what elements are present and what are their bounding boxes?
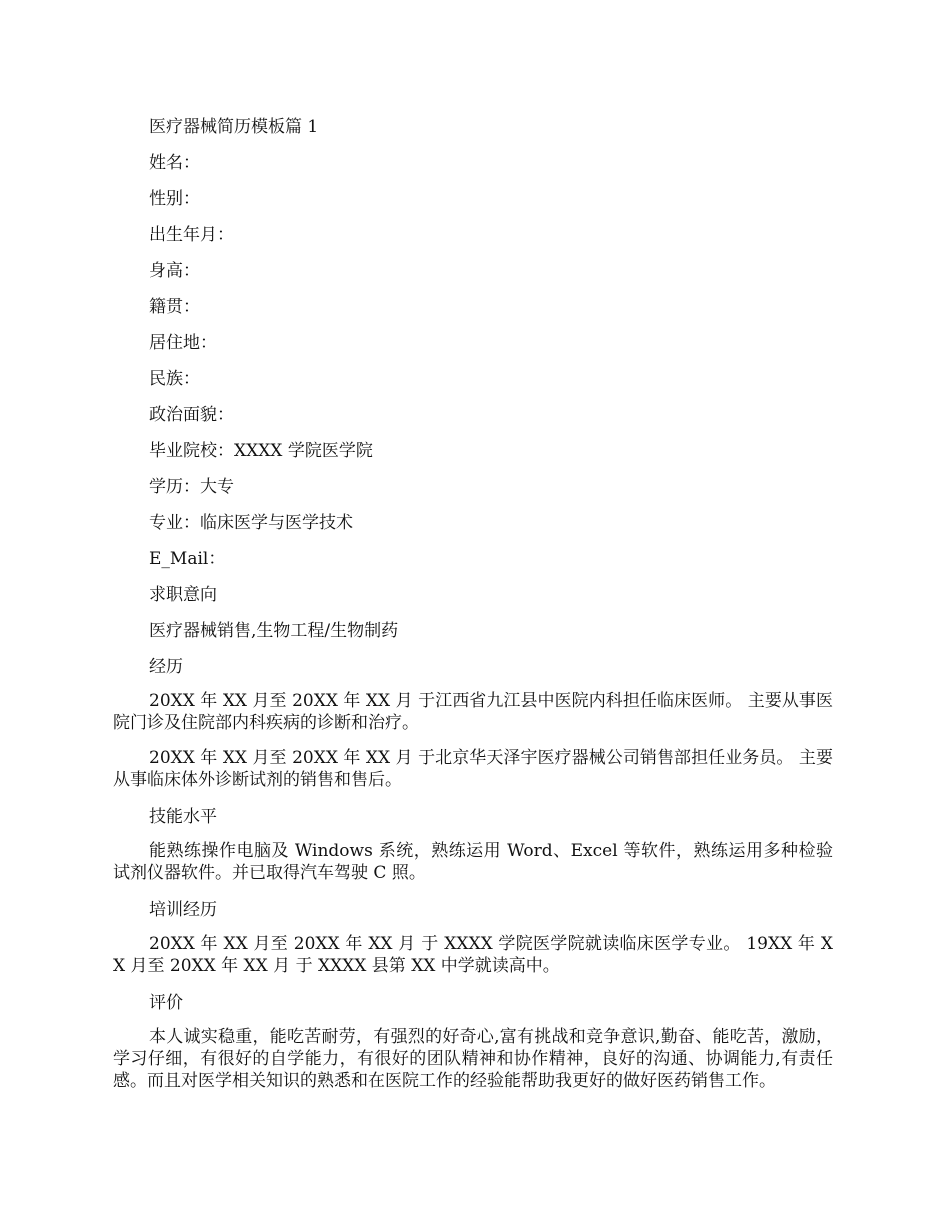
field-education: 学历：大专 bbox=[149, 477, 234, 497]
section-heading-experience: 经历 bbox=[149, 657, 183, 677]
evaluation-text: 本人诚实稳重，能吃苦耐劳，有强烈的好奇心,富有挑战和竞争意识,勤奋、能吃苦，激励，学习仔细，有很好的自学能力，有很好的团队精神和协作精神，良好的沟通、协调能力,有责任感。而且对医学相关知识的熟悉和在医院工作的经验能帮助我更好的做好医药销售工作。 bbox=[113, 1027, 833, 1091]
field-school: 毕业院校：XXXX 学院医学院 bbox=[149, 441, 373, 461]
experience-item: 20XX 年 XX 月至 20XX 年 XX 月 于北京华天泽宇医疗器械公司销售部担任业务员。 主要从事临床体外诊断试剂的销售和售后。 bbox=[113, 748, 833, 790]
section-heading-skills: 技能水平 bbox=[149, 807, 217, 827]
field-name: 姓名： bbox=[149, 153, 200, 173]
field-birth-date: 出生年月： bbox=[149, 225, 234, 245]
field-email: E_Mail： bbox=[149, 549, 226, 569]
section-heading-evaluation: 评价 bbox=[149, 993, 183, 1013]
field-native-place: 籍贯： bbox=[149, 297, 200, 317]
field-major: 专业：临床医学与医学技术 bbox=[149, 513, 353, 533]
document-title: 医疗器械简历模板篇 1 bbox=[149, 117, 319, 137]
training-text: 20XX 年 XX 月至 20XX 年 XX 月 于 XXXX 学院医学院就读临床医学专业。 19XX 年 XX 月至 20XX 年 XX 月 于 XXXX 县第 XX 中学就读高中。 bbox=[113, 934, 833, 976]
section-heading-training: 培训经历 bbox=[149, 900, 217, 920]
intent-text: 医疗器械销售,生物工程/生物制药 bbox=[149, 621, 399, 641]
field-height: 身高： bbox=[149, 261, 200, 281]
section-heading-intent: 求职意向 bbox=[149, 585, 217, 605]
field-political-status: 政治面貌： bbox=[149, 405, 234, 425]
experience-item: 20XX 年 XX 月至 20XX 年 XX 月 于江西省九江县中医院内科担任临床医师。 主要从事医院门诊及住院部内科疾病的诊断和治疗。 bbox=[113, 691, 833, 733]
field-gender: 性别： bbox=[149, 189, 200, 209]
skills-text: 能熟练操作电脑及 Windows 系统，熟练运用 Word、Excel 等软件，熟练运用多种检验试剂仪器软件。并已取得汽车驾驶 C 照。 bbox=[113, 841, 833, 883]
field-ethnicity: 民族： bbox=[149, 369, 200, 389]
field-residence: 居住地： bbox=[149, 333, 217, 353]
